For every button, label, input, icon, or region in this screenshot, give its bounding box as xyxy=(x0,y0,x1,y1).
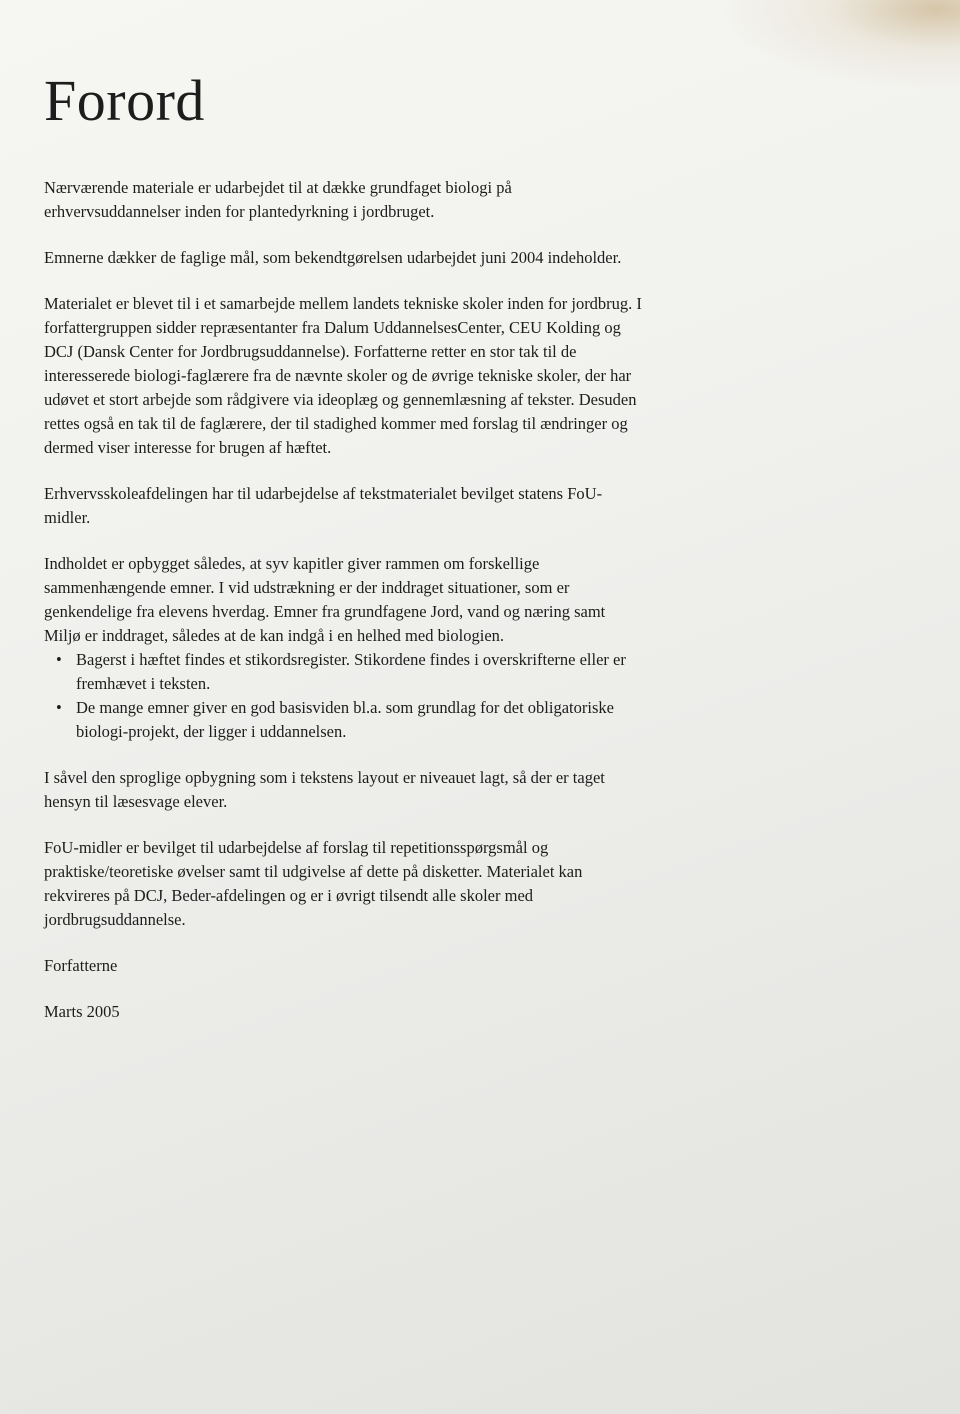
paragraph: Emnerne dækker de faglige mål, som bekendtgørelsen udarbejdet juni 2004 indeholder. xyxy=(44,248,622,267)
paper-stain xyxy=(720,0,960,90)
signature: Forfatterne xyxy=(44,956,118,975)
paragraph: Indholdet er opbygget således, at syv kapitler giver rammen om forskellige sammenhængende emner. I vid udstrækning er der inddraget situationer, som er genkendelige fra elevens hverdag. Emner fra grundfagene Jord, vand og næring samt Miljø er inddraget, således at de kan indgå i en helhed med biologien. xyxy=(44,554,606,645)
paragraph: Erhvervsskoleafdelingen har til udarbejdelse af tekstmaterialet bevilget statens FoU-midler. xyxy=(44,484,603,527)
date: Marts 2005 xyxy=(44,1002,120,1021)
page-title: Forord xyxy=(44,68,205,133)
bullet-icon: • xyxy=(56,650,62,669)
bullet-item xyxy=(44,696,644,744)
bullet-icon: • xyxy=(56,698,62,717)
body-text xyxy=(44,176,644,1046)
paragraph: Nærværende materiale er udarbejdet til at dække grundfaget biologi på erhvervsuddannelser inden for plantedyrkning i jordbruget. xyxy=(44,178,512,221)
paragraph: I såvel den sproglige opbygning som i tekstens layout er niveauet lagt, så der er taget hensyn til læsesvage elever. xyxy=(44,768,605,811)
bullet-list xyxy=(44,648,644,744)
bullet-text: Bagerst i hæftet findes et stikordsregister. Stikordene findes i overskrifterne eller er fremhævet i teksten. xyxy=(76,650,626,693)
bullet-item xyxy=(44,648,644,696)
paragraph: FoU-midler er bevilget til udarbejdelse af forslag til repetitionsspørgsmål og praktiske/teoretiske øvelser samt til udgivelse af dette på disketter. Materialet kan rekvireres på DCJ, Beder-afdelingen og er i øvrigt tilsendt alle skoler med jordbrugsuddannelse. xyxy=(44,838,583,929)
paragraph: Materialet er blevet til i et samarbejde mellem landets tekniske skoler inden for jordbrug. I forfattergruppen sidder repræsentanter fra Dalum UddannelsesCenter, CEU Kolding og DCJ (Dansk Center for Jordbrugsuddannelse). Forfatterne retter en stor tak til de interesserede biologi-faglærere fra de nævnte skoler og de øvrige tekniske skoler, der har udøvet et stort arbejde som rådgivere via ideoplæg og gennemlæsning af tekster. Desuden rettes også en tak til de faglærere, der til stadighed kommer med forslag til ændringer og dermed viser interesse for brugen af hæftet. xyxy=(44,294,642,457)
bullet-text: De mange emner giver en god basisviden bl.a. som grundlag for det obligatoriske biologi-projekt, der ligger i uddannelsen. xyxy=(76,698,614,741)
